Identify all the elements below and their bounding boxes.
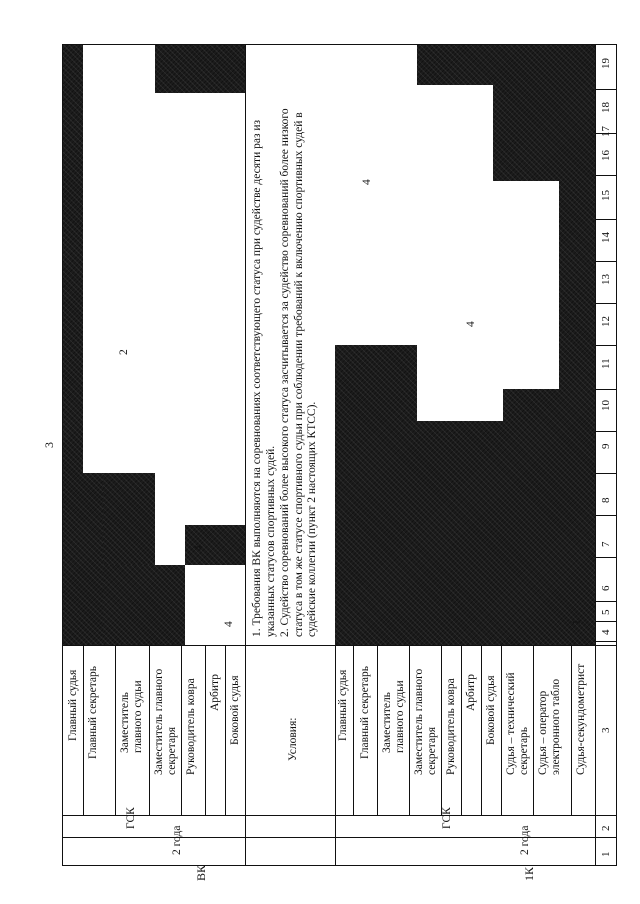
vk-category: ВК: [194, 864, 208, 881]
k1-value-b: 4: [465, 321, 477, 327]
vk-role-deputy-chief-secretary: Заместитель главного секретаря: [153, 668, 178, 775]
vk-value-b: 4: [193, 545, 205, 551]
header-col-7: 7: [600, 541, 612, 547]
k1-role-chief-secretary: Главный секретарь: [359, 665, 371, 759]
k1-category: 1К: [522, 866, 536, 881]
header-col-18: 18: [600, 102, 612, 113]
header-col-9: 9: [600, 443, 612, 449]
header-col-11: 11: [600, 358, 612, 369]
k1-role-side-judge: Боковой судья: [485, 675, 497, 745]
header-col-1: 1: [600, 851, 612, 857]
condition-2: 2. Судейство соревнований более высокого статуса засчитывается за судейство соревнований более низкого статуса в том же статусе спортивного судьи при соблюдении требований к включению спортивных судей в судейские коллегии (пункт 2 настоящих КТСС).: [279, 108, 318, 637]
page-number: 3: [42, 442, 56, 448]
header-col-15: 15: [600, 190, 612, 201]
vk-role-side-judge: Боковой судья: [229, 675, 241, 745]
k1-value-c: 1: [571, 619, 583, 625]
vk-role-arbiter: Арбитр: [209, 674, 221, 711]
k1-role-mat-leader: Руководитель ковра: [445, 678, 457, 775]
header-col-5: 5: [600, 609, 612, 615]
header-col-19: 19: [600, 58, 612, 69]
vk-role-mat-leader: Руководитель ковра: [185, 678, 197, 775]
header-col-13: 13: [600, 274, 612, 285]
header-col-3: 3: [600, 727, 612, 733]
vk-gsk-label: ГСК: [125, 807, 137, 829]
header-col-2: 2: [600, 825, 612, 831]
qualification-table: [62, 44, 617, 881]
header-col-16: 16: [600, 150, 612, 161]
header-col-12: 12: [600, 316, 612, 327]
k1-role-scoreboard-operator: Судья – оператор электронного табло: [537, 678, 562, 775]
header-col-8: 8: [600, 497, 612, 503]
k1-value-a: 4: [361, 179, 373, 185]
k1-period: 2 года: [519, 825, 531, 855]
condition-1: 1. Требования ВК выполняются на соревнованиях соответствующего статуса при судействе десяти раз из указанных статусов спортивных судей.: [251, 119, 277, 637]
k1-role-deputy-chief-secretary: Заместитель главного секретаря: [413, 668, 438, 775]
k1-role-chief-judge: Главный судья: [337, 669, 349, 741]
k1-gsk-label: ГСК: [441, 807, 453, 829]
vk-value-c: 4: [223, 621, 235, 627]
k1-role-timekeeper: Судья-секундометрист: [575, 663, 587, 775]
vk-role-chief-judge: Главный судья: [67, 669, 79, 741]
k1-role-arbiter: Арбитр: [465, 674, 477, 711]
header-col-4: 4: [600, 629, 612, 635]
k1-role-tech-secretary: Судья – технический секретарь: [505, 672, 530, 775]
header-col-14: 14: [600, 232, 612, 243]
k1-role-deputy-chief-judge: Заместитель главного судьи: [381, 680, 406, 753]
header-col-6: 6: [600, 585, 612, 591]
header-col-17: 17: [600, 126, 612, 137]
vk-role-deputy-chief-judge: Заместитель главного судьи: [119, 680, 144, 753]
vk-role-chief-secretary: Главный секретарь: [87, 665, 99, 759]
header-col-10: 10: [600, 400, 612, 411]
vk-value-a: 2: [118, 349, 130, 355]
vk-period: 2 года: [171, 825, 183, 855]
conditions-label: Условия:: [287, 717, 299, 761]
